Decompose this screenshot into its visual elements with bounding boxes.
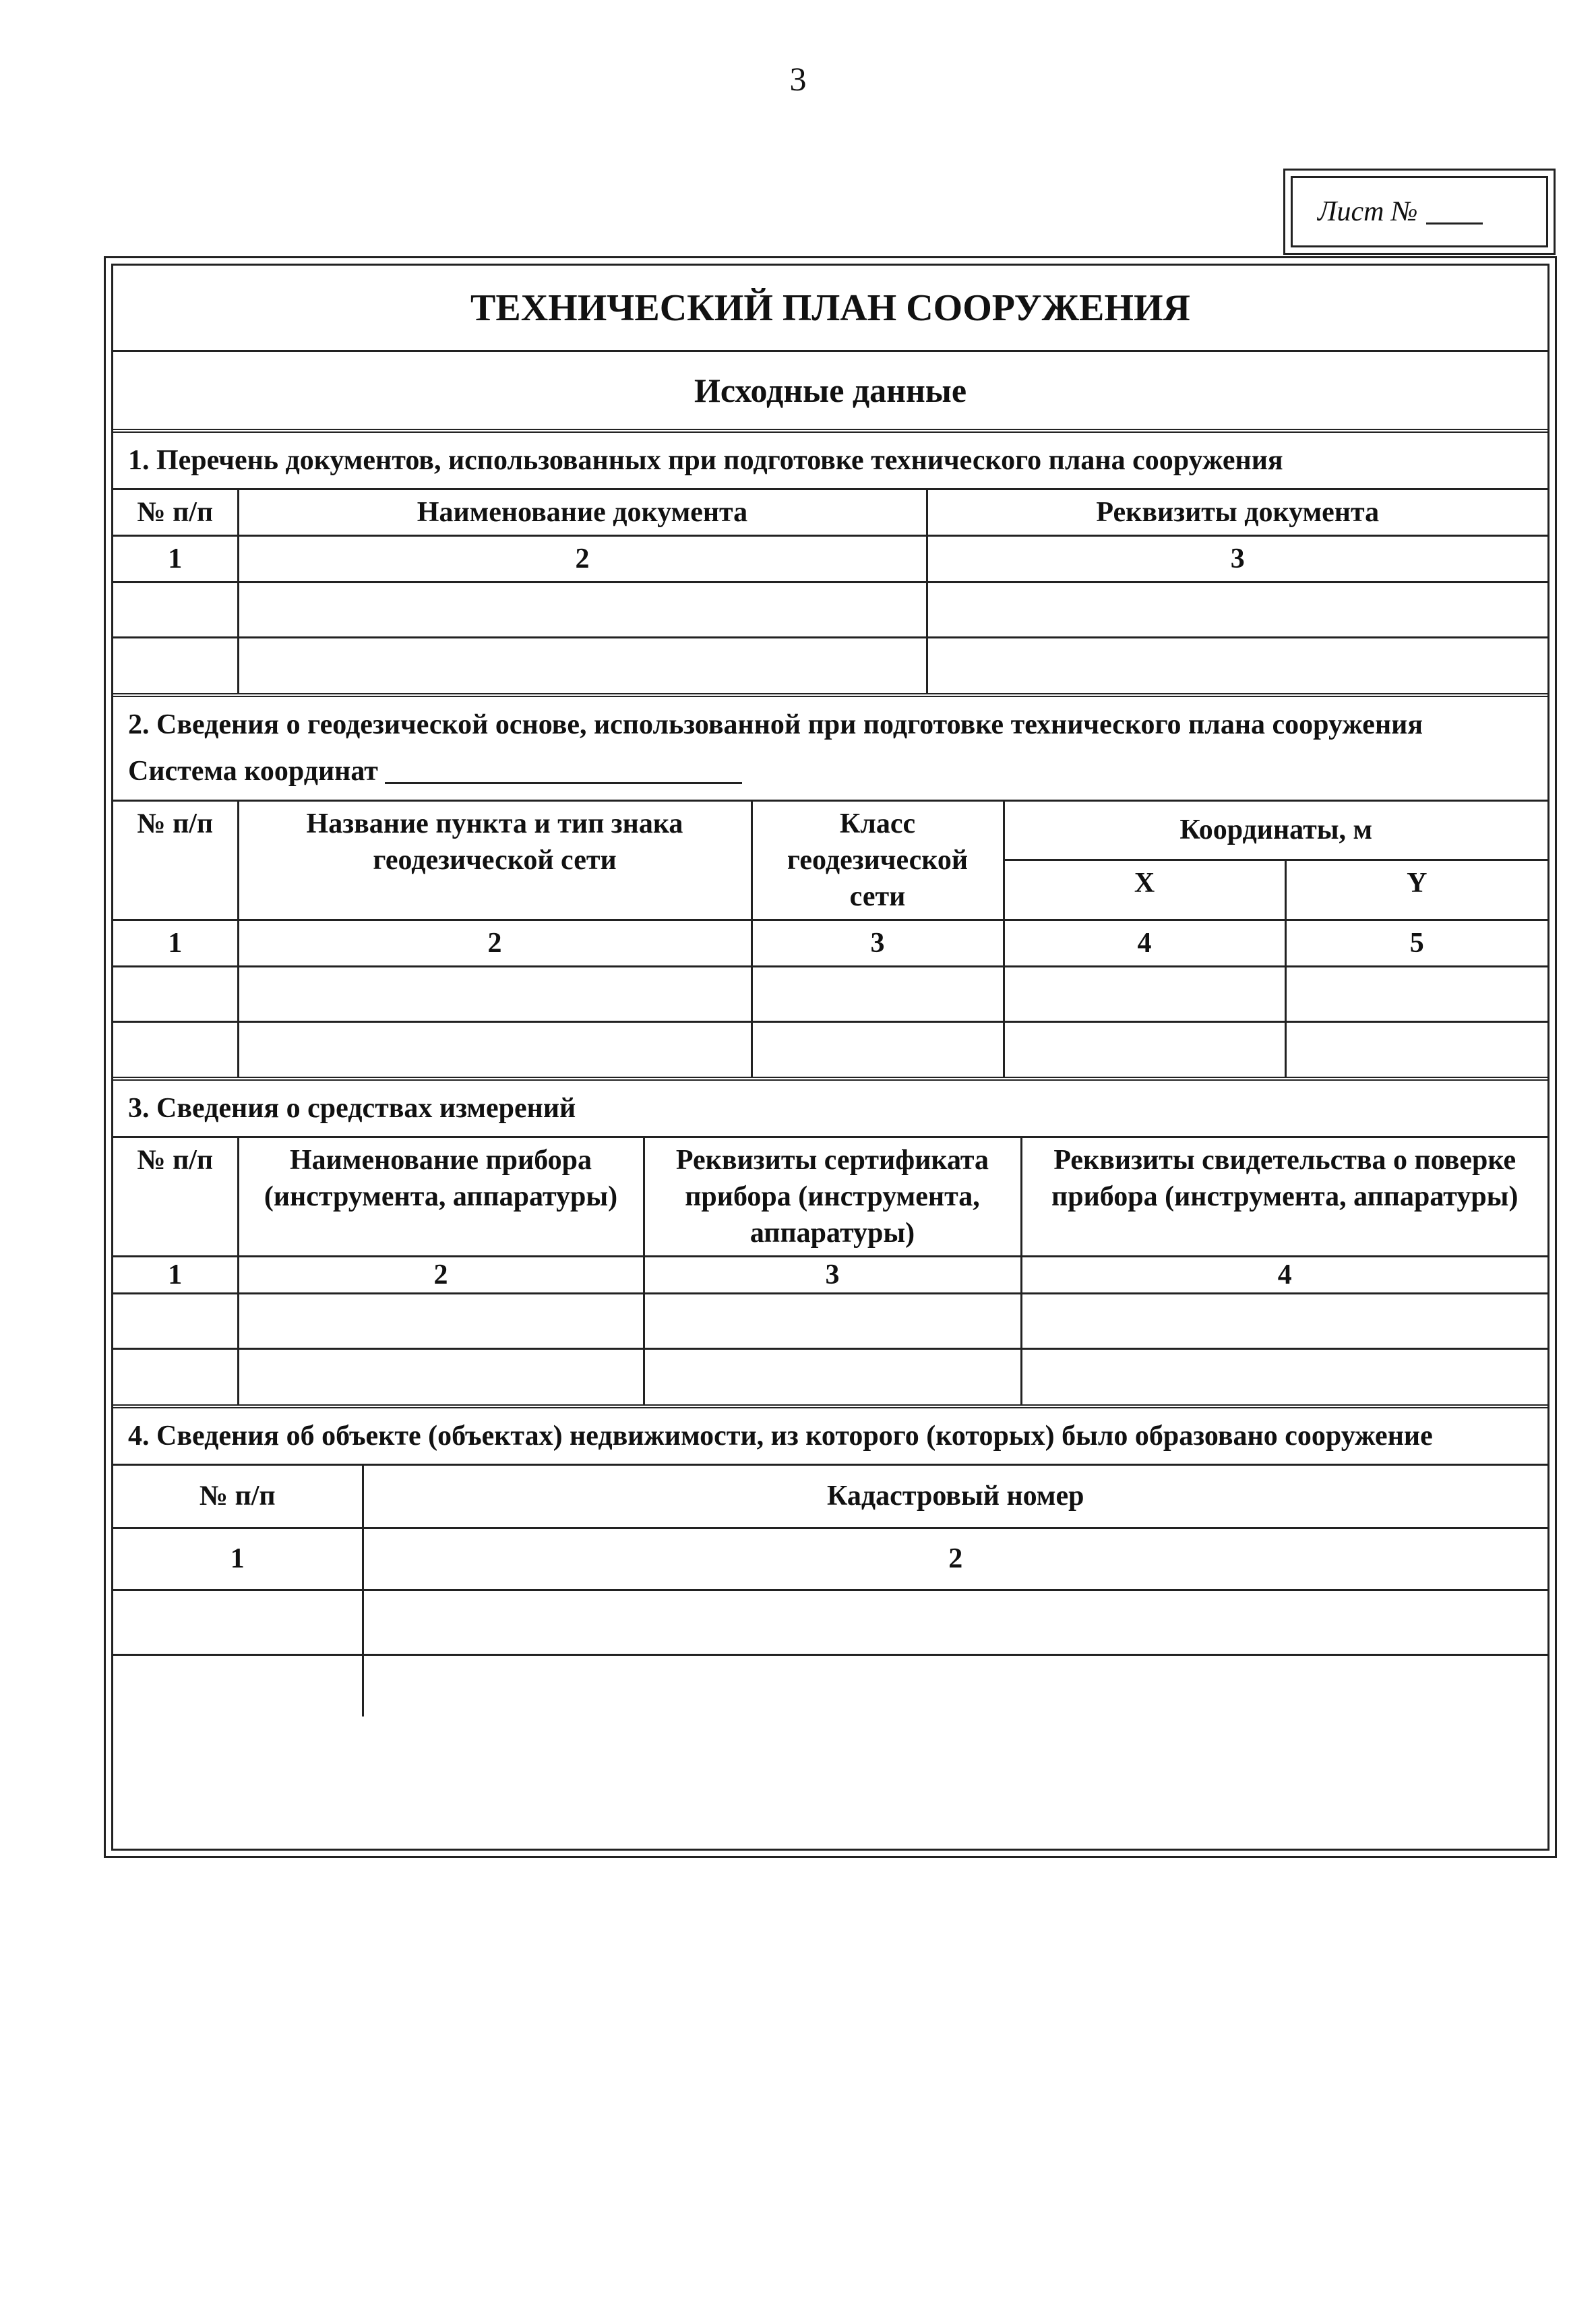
table-cell[interactable] (238, 1021, 751, 1077)
table-cell[interactable] (238, 583, 927, 638)
form-title: ТЕХНИЧЕСКИЙ ПЛАН СООРУЖЕНИЯ (113, 266, 1547, 352)
table-cell[interactable] (1004, 966, 1285, 1021)
table-row (113, 1654, 1547, 1716)
table-cell[interactable] (1021, 1294, 1547, 1349)
header-doc-details: Реквизиты документа (927, 489, 1547, 536)
header-point-name: Название пункта и тип знака геодезической сети (238, 800, 751, 920)
col-number: 3 (644, 1257, 1021, 1294)
table-cell[interactable] (751, 1021, 1004, 1077)
table-cell[interactable] (238, 638, 927, 693)
table-row (113, 966, 1547, 1021)
table-cell[interactable] (644, 1349, 1021, 1404)
sheet-number-blank[interactable] (1426, 200, 1483, 225)
header-num: № п/п (113, 800, 238, 920)
header-network-class: Класс геодезической сети (751, 800, 1004, 920)
table-cell[interactable] (113, 1590, 363, 1654)
table-cell[interactable] (113, 1654, 363, 1716)
header-certificate: Реквизиты сертификата прибора (инструмента, аппаратуры) (644, 1137, 1021, 1257)
col-number: 1 (113, 1528, 363, 1590)
table-cell[interactable] (113, 1021, 238, 1077)
header-cadastral-number: Кадастровый номер (363, 1464, 1547, 1528)
col-number: 2 (238, 1257, 644, 1294)
table-cell[interactable] (1285, 966, 1547, 1021)
col-number: 2 (238, 536, 927, 583)
table-cell[interactable] (1021, 1349, 1547, 1404)
section-source-objects (113, 1408, 1547, 1717)
form-inner (111, 264, 1549, 1851)
col-number: 1 (113, 1257, 238, 1294)
table-cell[interactable] (927, 638, 1547, 693)
header-num: № п/п (113, 489, 238, 536)
table-cell[interactable] (1285, 1021, 1547, 1077)
geodetic-table (113, 800, 1547, 1077)
table-cell[interactable] (363, 1590, 1547, 1654)
table-cell[interactable] (363, 1654, 1547, 1716)
col-number: 1 (113, 920, 238, 966)
col-number: 2 (363, 1528, 1547, 1590)
header-instrument-name: Наименование прибора (инструмента, аппаратуры) (238, 1137, 644, 1257)
table-row (113, 583, 1547, 638)
instruments-table (113, 1136, 1547, 1404)
table-cell[interactable] (113, 966, 238, 1021)
section-instruments (113, 1081, 1547, 1408)
section-3-title: 3. Сведения о средствах измерений (128, 1093, 576, 1124)
table-cell[interactable] (113, 638, 238, 693)
header-num: № п/п (113, 1464, 363, 1528)
table-cell[interactable] (1004, 1021, 1285, 1077)
col-number: 1 (113, 536, 238, 583)
form-subtitle: Исходные данные (113, 352, 1547, 433)
table-row (113, 1021, 1547, 1077)
table-row (113, 1590, 1547, 1654)
sheet-label: Лист № (1318, 196, 1418, 227)
table-cell[interactable] (113, 1349, 238, 1404)
coord-system-blank[interactable] (385, 752, 742, 784)
table-row (113, 1349, 1547, 1404)
table-cell[interactable] (751, 966, 1004, 1021)
cadastral-table (113, 1464, 1547, 1717)
section-documents (113, 433, 1547, 697)
header-y: Y (1285, 860, 1547, 920)
section-4-title: 4. Сведения об объекте (объектах) недвижимости, из которого (которых) было образовано сооружение (128, 1420, 1433, 1452)
col-number: 2 (238, 920, 751, 966)
col-number: 4 (1021, 1257, 1547, 1294)
coord-system-label: Система координат (128, 755, 378, 787)
col-number: 3 (927, 536, 1547, 583)
col-number: 4 (1004, 920, 1285, 966)
documents-table (113, 488, 1547, 693)
header-x: X (1004, 860, 1285, 920)
table-cell[interactable] (644, 1294, 1021, 1349)
page-number: 3 (789, 60, 807, 98)
header-doc-name: Наименование документа (238, 489, 927, 536)
table-cell[interactable] (238, 966, 751, 1021)
col-number: 5 (1285, 920, 1547, 966)
header-coordinates: Координаты, м (1004, 800, 1547, 860)
coord-system-line (113, 752, 1547, 800)
table-cell[interactable] (238, 1294, 644, 1349)
table-cell[interactable] (113, 1294, 238, 1349)
form-frame (104, 256, 1557, 1858)
table-row (113, 1294, 1547, 1349)
table-cell[interactable] (113, 583, 238, 638)
table-row (113, 638, 1547, 693)
section-geodetic (113, 697, 1547, 1081)
header-verification: Реквизиты свидетельства о поверке прибора (инструмента, аппаратуры) (1021, 1137, 1547, 1257)
sheet-number-box (1283, 169, 1556, 255)
section-1-title: 1. Перечень документов, использованных при подготовке технического плана сооружения (128, 445, 1283, 476)
table-cell[interactable] (927, 583, 1547, 638)
table-cell[interactable] (238, 1349, 644, 1404)
col-number: 3 (751, 920, 1004, 966)
section-2-title: 2. Сведения о геодезической основе, использованной при подготовке технического плана сооружения (128, 709, 1423, 740)
header-num: № п/п (113, 1137, 238, 1257)
